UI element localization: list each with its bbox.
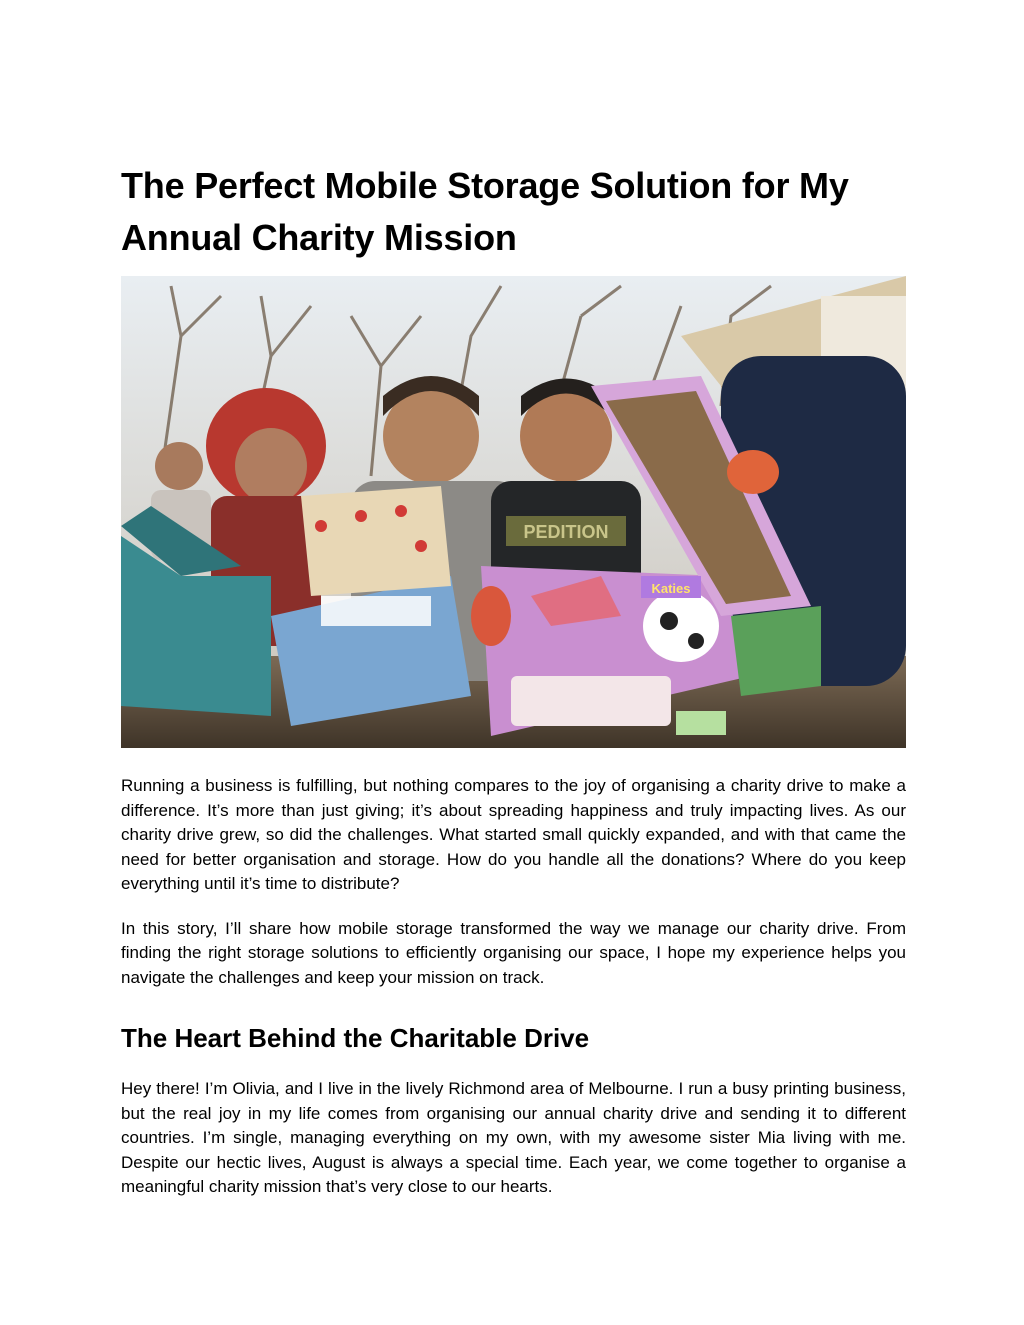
hero-image (121, 276, 906, 748)
story-paragraph: In this story, I’ll share how mobile storage transformed the way we manage our charity drive. From finding the right storage solutions to efficiently organising our space, I hope my experience helps you navigate the challenges and keep your mission on track. (121, 918, 906, 987)
box-label-text: Katies (651, 581, 691, 596)
page-title: The Perfect Mobile Storage Solution for My Annual Charity Mission (121, 165, 849, 258)
shirt-print-text: PEDITION (523, 522, 609, 542)
section-paragraph: Hey there! I’m Olivia, and I live in the lively Richmond area of Melbourne. I run a busy printing business, but the real joy in my life comes from organising our annual charity drive and sending it to different countries. I’m single, managing everything on my own, with my awesome sister Mia living with me. Despite our hectic lives, August is always a special time. Each year, we come together to organise a meaningful charity mission that’s very close to our hearts. (121, 1079, 906, 1196)
document-page (121, 160, 906, 1200)
intro-paragraph: Running a business is fulfilling, but nothing compares to the joy of organising a charity drive to make a difference. It’s more than just giving; it’s about spreading happiness and truly impacting lives. As our charity drive grew, so did the challenges. What started small quickly expanded, and with that came the need for better organisation and storage. How do you handle all the donations? Where do you keep everything until it’s time to distribute? (121, 776, 906, 893)
section-heading: The Heart Behind the Charitable Drive (121, 1023, 590, 1053)
hero-photo-illustration (121, 276, 906, 748)
